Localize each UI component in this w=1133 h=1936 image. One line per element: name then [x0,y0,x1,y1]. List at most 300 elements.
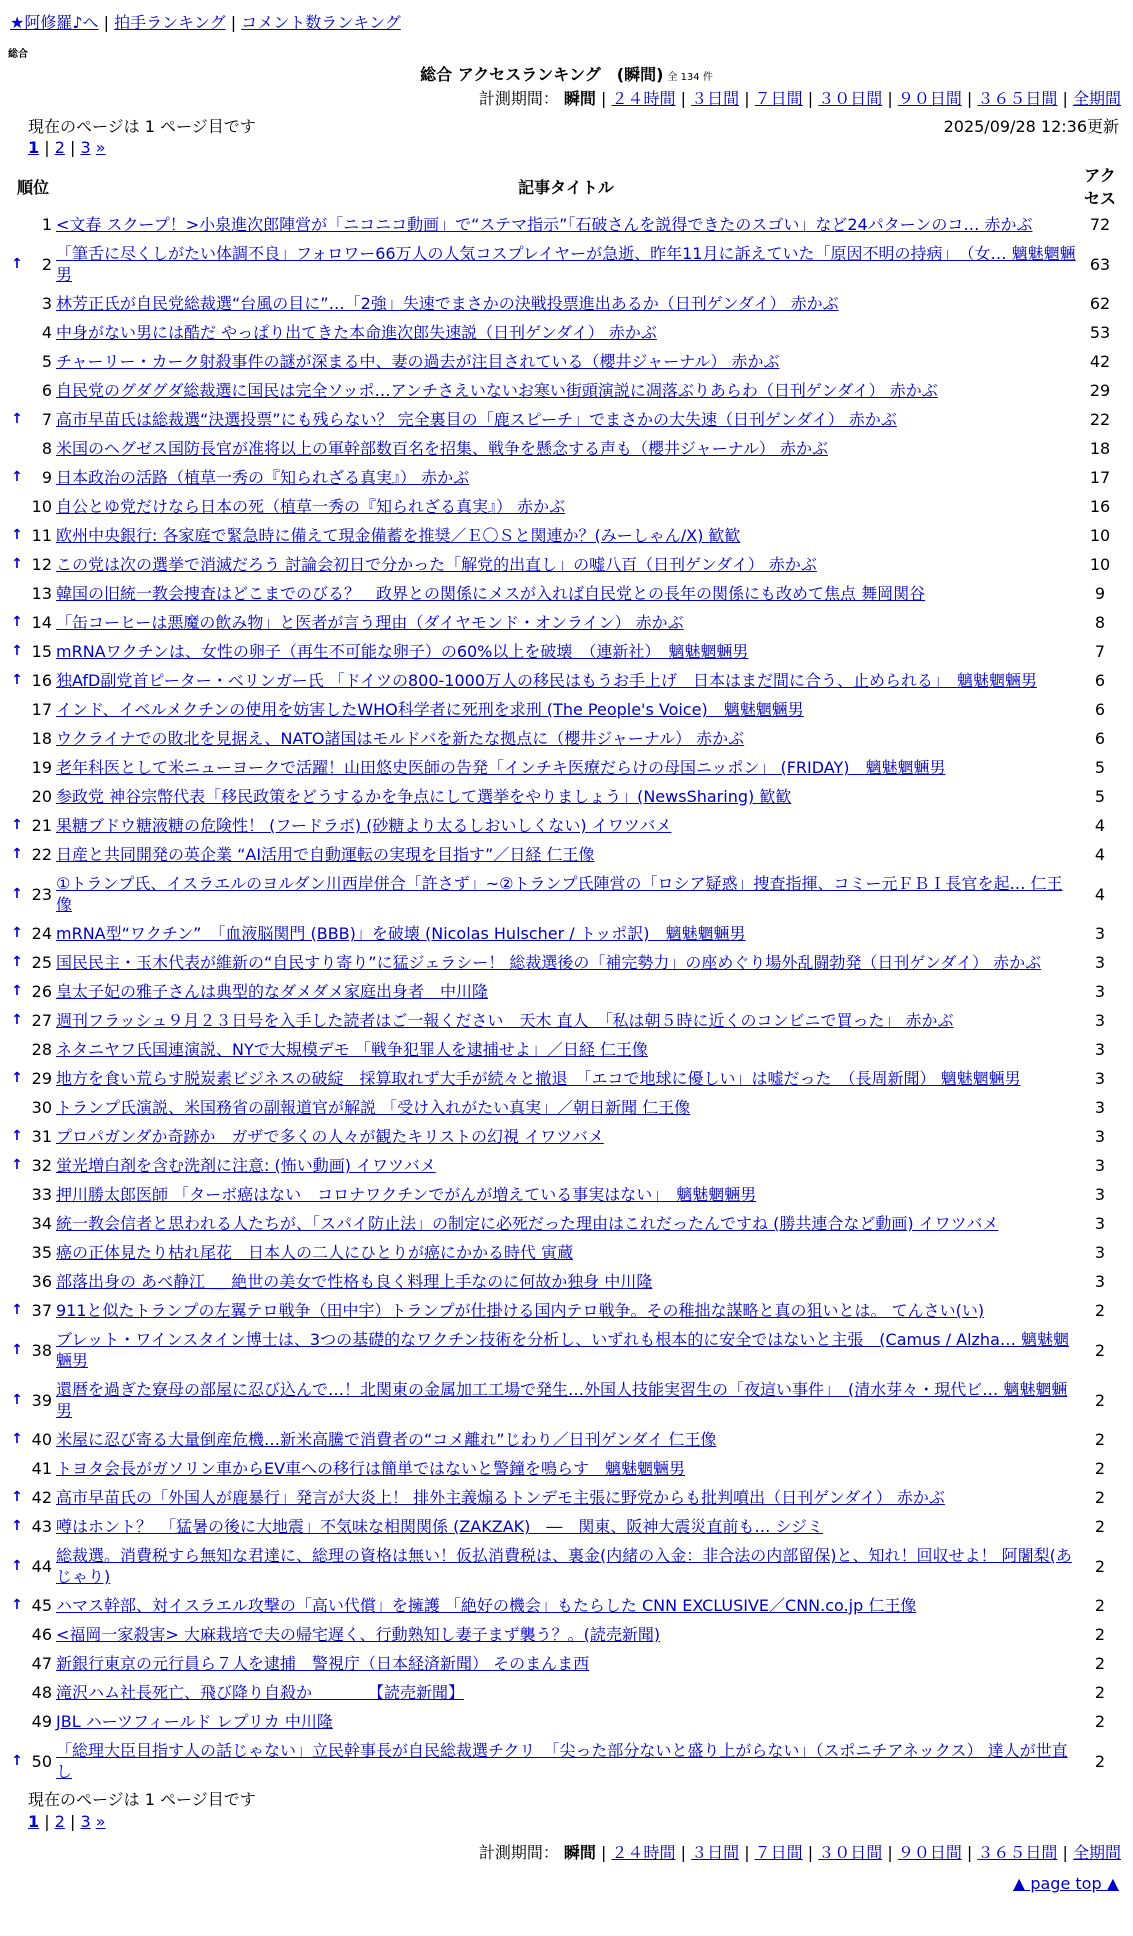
article-title-cell [56,1267,1076,1296]
article-title-cell [56,637,1076,666]
article-title-cell [56,1238,1076,1267]
table-row [10,782,1124,811]
period-option-link[interactable]: ３６５日間 [977,1843,1058,1862]
article-link[interactable]: 米国のヘグゼス国防長官が准将以上の軍幹部数百名を招集、戦争を懸念する声も（櫻井ジャーナル） 赤かぶ [56,439,828,458]
separator: | [1057,1843,1073,1862]
article-link[interactable]: トランプ氏演説、米国務省の副報道官が解説 「受け入れがたい真実」／朝日新聞 仁王像 [56,1098,691,1117]
rank-number: 14 [31,613,52,632]
access-count: 3 [1094,924,1106,943]
article-link[interactable]: 国民民主・玉木代表が維新の“自民すり寄り”に猛ジェラシー！ 総裁選後の「補完勢力」の座めぐり場外乱闘勃発（日刊ゲンダイ） 赤かぶ [56,953,1042,972]
separator: | [739,89,755,108]
article-link[interactable]: 皇太子妃の雅子さんは典型的なダメダメ家庭出身者 中川隆 [56,982,489,1001]
article-link[interactable]: チャーリー・カーク射殺事件の謎が深まる中、妻の過去が注目されている（櫻井ジャーナル） 赤かぶ [56,352,780,371]
rank-up-icon [10,347,24,376]
table-row [10,919,1124,948]
table-row [10,405,1124,434]
rank-number: 38 [31,1340,52,1360]
rank-up-icon: ↑ [11,954,23,970]
article-title-cell [56,977,1076,1006]
page-link-current[interactable]: 1 [28,138,40,157]
table-row [10,1541,1124,1591]
access-count: 2 [1094,1340,1106,1360]
table-row [10,1151,1124,1180]
separator: | [961,1843,978,1862]
next-page-link[interactable]: » [95,138,106,157]
rank-number: 10 [31,497,52,516]
table-row [10,1064,1124,1093]
top-nav [10,10,401,33]
table-row [10,1736,1124,1786]
rank-up-icon [10,1678,24,1707]
table-row [10,318,1124,347]
period-current: 瞬間 [563,1843,596,1862]
rank-number: 1 [41,215,52,234]
access-count: 3 [1094,1040,1106,1059]
access-count: 4 [1094,816,1106,835]
table-row [10,1620,1124,1649]
access-count: 17 [1089,468,1111,487]
article-title-cell [56,1006,1076,1035]
period-option-link[interactable]: ３日間 [691,89,740,108]
table-row [10,1122,1124,1151]
page-top-link[interactable]: ▲ page top ▲ [1012,1874,1119,1893]
rank-number: 47 [31,1654,52,1673]
rank-up-icon [10,1093,24,1122]
next-page-link[interactable]: » [95,1812,106,1831]
rank-up-icon: ↑ [11,817,23,833]
article-title-cell [56,347,1076,376]
rank-number: 30 [31,1098,52,1117]
article-link[interactable]: 滝沢ハム社長死亡、飛び降り自殺か 【読売新聞】 [56,1683,465,1702]
clap-ranking-link[interactable]: 拍手ランキング [114,13,226,32]
access-count: 2 [1094,1517,1106,1536]
access-count: 29 [1089,381,1111,400]
rank-number: 32 [31,1156,52,1175]
access-header: アクセス [1083,166,1116,208]
article-link[interactable]: 自公とゆ党だけなら日本の死（植草一秀の『知られざる真実』） 赤かぶ [56,497,566,516]
table-row [10,347,1124,376]
access-count: 72 [1089,215,1111,234]
article-link[interactable]: ウクライナでの敗北を見据え、NATO諸国はモルドバを新たな拠点に（櫻井ジャーナル） 赤かぶ [56,729,745,748]
rank-number: 4 [41,323,52,342]
period-selector-bottom [479,1840,1121,1863]
rank-up-icon: ↑ [11,1302,23,1318]
article-link[interactable]: 統一教会信者と思われる人たちが、「スパイ防止法」の制定に必死だった理由はこれだったんですね (勝共連合など動画) イワツバメ [56,1214,999,1233]
rank-up-icon: ↑ [11,1597,23,1613]
access-count: 2 [1094,1683,1106,1702]
article-link[interactable]: 老年科医として米ニューヨークで活躍！山田悠史医師の告発「インチキ医療だらけの母国ニッポン」 (FRIDAY) 魑魅魍魎男 [56,758,946,777]
rank-up-icon [10,1707,24,1736]
access-count: 2 [1094,1596,1106,1615]
access-count: 18 [1089,439,1111,458]
rank-up-icon [10,1209,24,1238]
separator: | [103,13,115,32]
ranking-rows [10,210,1124,1786]
article-link[interactable]: 部落出身の あべ静江 ＿ 絶世の美女で性格も良く料理上手なのに何故か独身 中川隆 [56,1272,653,1291]
access-count: 4 [1094,884,1106,904]
article-title-cell [56,1122,1076,1151]
article-link[interactable]: この党は次の選挙で消滅だろう 討論会初日で分かった「解党的出直し」の嘘八百（日刊ゲンダイ） 赤かぶ [56,555,817,574]
access-count: 3 [1094,1272,1106,1291]
article-link[interactable]: ネタニヤフ氏国連演説、NYで大規模デモ 「戦争犯罪人を逮捕せよ」／日経 仁王像 [56,1040,648,1059]
article-title-cell [56,1064,1076,1093]
article-link[interactable]: ハマス幹部、対イスラエル攻撃の「高い代償」を擁護 「絶好の機会」もたらした CNN EXCLUSIVE／CNN.co.jp 仁王像 [56,1596,917,1615]
period-option-link[interactable]: ３０日間 [818,89,883,108]
period-option-link[interactable]: ２４時間 [611,1843,676,1862]
article-link[interactable]: mRNAワクチンは、女性の卵子（再生不可能な卵子）の60%以上を破壊 （連新社） 魑魅魍魎男 [56,642,749,661]
table-row [10,1006,1124,1035]
article-link[interactable]: 参政党 神谷宗幣代表「移民政策をどうするかを争点にして選挙をやりましょう」(NewsSharing) 歓歓 [56,787,792,806]
separator: | [601,89,612,108]
article-link[interactable]: 癌の正体見たり枯れ尾花 日本人の二人にひとりが癌にかかる時代 寅蔵 [56,1243,574,1262]
article-link[interactable]: 総裁選。消費税すら無知な君達に、総理の資格は無い！仮払消費税は、裏金(内緒の入金：非合法の内部留保)と、知れ！回収せよ！ 阿闍梨(あじゃり) [56,1546,1072,1586]
access-count: 10 [1089,526,1111,545]
period-option-link[interactable]: ３日間 [691,1843,740,1862]
article-title-cell [56,289,1076,318]
article-title-cell [56,376,1076,405]
article-title-cell [56,1454,1076,1483]
period-current: 瞬間 [563,89,596,108]
rank-up-icon: ↑ [11,556,23,572]
access-count: 2 [1094,1751,1106,1771]
rank-number: 21 [31,816,52,835]
rank-number: 41 [31,1459,52,1478]
access-count: 9 [1094,584,1106,603]
separator: | [601,1843,612,1862]
access-count: 6 [1094,729,1106,748]
separator: | [802,1843,819,1862]
access-count: 5 [1094,787,1106,806]
table-row [10,811,1124,840]
article-title-cell [56,1093,1076,1122]
article-link[interactable]: JBL ハーツフィールド レプリカ 中川隆 [56,1712,333,1731]
rank-up-icon: ↑ [11,1070,23,1086]
article-title-cell [56,1296,1076,1325]
rank-up-icon: ↑ [11,1752,23,1769]
article-title-cell [56,948,1076,977]
period-option-link[interactable]: ７日間 [754,89,803,108]
table-row [10,1325,1124,1375]
table-row [10,1267,1124,1296]
access-count: 2 [1094,1712,1106,1731]
access-count: 16 [1089,497,1111,516]
page-link-3[interactable]: 3 [80,138,91,157]
article-title-cell [56,463,1076,492]
article-link[interactable]: ブレット・ワインスタイン博士は、3つの基礎的なワクチン技術を分析し、いずれも根本的に安全ではないと主張 (Camus / Alzha… 魑魅魍魎男 [56,1330,1069,1370]
access-count: 2 [1094,1390,1106,1410]
table-row [10,289,1124,318]
access-count: 2 [1094,1556,1106,1576]
table-row [10,492,1124,521]
table-row [10,695,1124,724]
article-title-cell [56,318,1076,347]
table-row [10,1035,1124,1064]
article-title-cell [56,840,1076,869]
article-title-cell [56,1620,1076,1649]
article-link[interactable]: プロパガンダか奇跡か ガザで多くの人々が観たキリストの幻視 イワツバメ [56,1127,604,1146]
article-link[interactable]: mRNA型“ワクチン” 「血液脳関門 (BBB)」を破壊 (Nicolas Hulscher / トッポ訳) 魑魅魍魎男 [56,924,746,943]
article-link[interactable]: 還暦を過ぎた寮母の部屋に忍び込んで…！北関東の金属加工工場で発生…外国人技能実習生の「夜這い事件」 (清水芽々・現代ビ… 魑魅魍魎男 [56,1380,1068,1420]
rank-up-icon [10,753,24,782]
rank-up-icon: ↑ [11,885,23,902]
article-link[interactable]: 果糖ブドウ糖液糖の危険性！ (フードラボ) (砂糖より太るしおいしくない) イワツバメ [56,816,672,835]
table-row [10,1512,1124,1541]
article-title-cell [56,579,1076,608]
period-option-link[interactable]: 全期間 [1072,89,1121,108]
rank-number: 12 [31,555,52,574]
access-count: 3 [1094,1069,1106,1088]
access-count: 5 [1094,758,1106,777]
table-row [10,1591,1124,1620]
table-row [10,521,1124,550]
article-title-cell [56,1035,1076,1064]
article-link[interactable]: 中身がない男には酷だ やっぱり出てきた本命進次郎失速説（日刊ゲンダイ） 赤かぶ [56,323,657,342]
article-title-cell [56,869,1076,919]
article-title-cell [56,724,1076,753]
rank-up-icon: ↑ [11,1557,23,1574]
rank-number: 19 [31,758,52,777]
access-count: 2 [1094,1301,1106,1320]
rank-up-icon [10,1180,24,1209]
access-count: 3 [1094,1156,1106,1175]
access-count: 3 [1094,1185,1106,1204]
access-count: 2 [1094,1430,1106,1449]
rank-up-icon: ↑ [11,255,23,272]
period-option-link[interactable]: ３０日間 [818,1843,883,1862]
separator: | [961,89,978,108]
rank-up-icon [10,1238,24,1267]
rank-number: 39 [31,1390,52,1410]
table-row [10,1454,1124,1483]
rank-up-icon: ↑ [11,411,23,427]
rank-up-icon [10,782,24,811]
article-link[interactable]: 独AfD副党首ピーター・ベリンガー氏 「ドイツの800-1000万人の移民はもうお手上げ 日本はまだ間に合う、止められる」 魑魅魍魎男 [56,671,1038,690]
rank-number: 28 [31,1040,52,1059]
page-link-2[interactable]: 2 [54,1812,65,1831]
article-link[interactable]: インド、イベルメクチンの使用を妨害したWHO科学者に死刑を求刑 (The People's Voice) 魑魅魍魎男 [56,700,804,719]
article-link[interactable]: 自民党のグダグダ総裁選に国民は完全ソッポ…アンチさえいないお寒い街頭演説に凋落ぶりあらわ（日刊ゲンダイ） 赤かぶ [56,381,938,400]
article-link[interactable]: 「筆舌に尽くしがたい体調不良」フォロワー66万人の人気コスプレイヤーが急逝、昨年11月に訴えていた「原因不明の持病」 （女… 魑魅魍魎男 [56,244,1076,284]
article-title-cell [56,405,1076,434]
separator: | [1057,89,1073,108]
updated-time: 2025/09/28 12:36更新 [943,117,1119,136]
article-title-cell [56,666,1076,695]
rank-number: 49 [31,1712,52,1731]
table-row [10,376,1124,405]
article-title-cell [56,782,1076,811]
access-count: 63 [1089,254,1111,274]
rank-number: 22 [31,845,52,864]
article-link[interactable]: 日産と共同開発の英企業 “AI活用で自動運転の実現を目指す”／日経 仁王像 [56,845,595,864]
period-option-link[interactable]: ７日間 [754,1843,803,1862]
separator: | [802,89,819,108]
separator: | [675,1843,692,1862]
article-link[interactable]: 韓国の旧統一教会捜査はどこまでのびる？ 政界との関係にメスが入れば自民党との長年の関係にも改めて焦点 舞岡関谷 [56,584,926,603]
rank-number: 17 [31,700,52,719]
table-row [10,550,1124,579]
period-option-link[interactable]: ３６５日間 [977,89,1058,108]
rank-up-icon: ↑ [11,1391,23,1408]
access-count: 7 [1094,642,1106,661]
rank-up-icon: ↑ [11,846,23,862]
article-title-cell [56,550,1076,579]
article-title-cell [56,1425,1076,1454]
article-link[interactable]: 「缶コーヒーは悪魔の飲み物」と医者が言う理由（ダイヤモンド・オンライン） 赤かぶ [56,613,684,632]
separator: | [882,89,898,108]
access-count: 42 [1089,352,1111,371]
access-count: 6 [1094,700,1106,719]
rank-up-icon: ↑ [11,983,23,999]
article-title-cell [56,1512,1076,1541]
rank-number: 34 [31,1214,52,1233]
rank-number: 40 [31,1430,52,1449]
access-count: 4 [1094,845,1106,864]
article-link[interactable]: 高市早苗氏の「外国人が鹿暴行」発言が大炎上！ 排外主義煽るトンデモ主張に野党からも批判噴出（日刊ゲンダイ） 赤かぶ [56,1488,945,1507]
article-link[interactable]: 林芳正氏が自民党総裁選“台風の目に”…「2強」失速でまさかの決戦投票進出あるか（日刊ゲンダイ） 赤かぶ [56,294,839,313]
table-row [10,1483,1124,1512]
access-count: 3 [1094,1098,1106,1117]
rank-number: 6 [41,381,52,400]
rank-number: 11 [31,526,52,545]
page-link-current[interactable]: 1 [28,1812,40,1831]
page-link-3[interactable]: 3 [80,1812,91,1831]
access-count: 2 [1094,1488,1106,1507]
rank-up-icon [10,434,24,463]
rank-number: 24 [31,924,52,943]
rank-up-icon: ↑ [11,925,23,941]
article-link[interactable]: ①トランプ氏、イスラエルのヨルダン川西岸併合「許さず」~②トランプ氏陣営の「ロシア疑惑」捜査指揮、コミー元ＦＢＩ長官を起… 仁王像 [56,874,1063,914]
period-label: 計測期間： [478,1843,559,1862]
article-title-cell [56,1180,1076,1209]
article-link[interactable]: <文春 スクープ！>小泉進次郎陣営が「ニコニコ動画」で“ステマ指示”「石破さんを説得できたのスゴい」など24パターンのコ… 赤かぶ [56,215,1033,234]
table-row [10,210,1124,239]
article-title-cell [56,1678,1076,1707]
table-row [10,1180,1124,1209]
rank-up-icon: ↑ [11,614,23,630]
access-count: 3 [1094,982,1106,1001]
article-title-cell [56,1209,1076,1238]
rank-number: 5 [41,352,52,371]
article-link[interactable]: 高市早苗氏は総裁選“決選投票”にも残らない？ 完全裏目の「鹿スピーチ」でまさかの大失速（日刊ゲンダイ） 赤かぶ [56,410,897,429]
rank-number: 16 [31,671,52,690]
article-link[interactable]: 地方を食い荒らす脱炭素ビジネスの破綻 採算取れず大手が続々と撤退 「エコで地球に優しい」は嘘だった （長周新聞） 魑魅魍魎男 [56,1069,1021,1088]
access-count: 10 [1089,555,1111,574]
rank-up-icon [10,1035,24,1064]
article-link[interactable]: 押川勝太郎医師 「ターボ癌はない コロナワクチンでがんが増えている事実はない」 魑魅魍魎男 [56,1185,757,1204]
home-link[interactable]: ★阿修羅♪へ [10,13,99,32]
access-count: 2 [1094,1459,1106,1478]
table-row [10,840,1124,869]
rank-up-icon [10,1620,24,1649]
rank-number: 26 [31,982,52,1001]
access-count: 62 [1089,294,1111,313]
article-link[interactable]: <福岡一家殺害> 大麻栽培で夫の帰宅遅く、行動熟知し妻子まず襲う？。(読売新聞) [56,1625,661,1644]
rank-number: 46 [31,1625,52,1644]
period-option-link[interactable]: ２４時間 [611,89,676,108]
access-count: 2 [1094,1654,1106,1673]
ranking-heading [0,62,1133,85]
article-link[interactable]: 欧州中央銀行: 各家庭で緊急時に備えて現金備蓄を推奨／Ｅ〇Ｓと関連か？(みーしゃん/X) 歓歓 [56,526,741,545]
table-row [10,1649,1124,1678]
article-link[interactable]: トヨタ会長がガソリン車からEV車への移行は簡単ではないと警鐘を鳴らす 魑魅魍魎男 [56,1459,686,1478]
article-link[interactable]: 噂はホント？ 「猛暑の後に大地震」不気味な相関関係 (ZAKZAK) ― 関東、阪神大震災直前も… シジミ [56,1517,824,1536]
article-link[interactable]: 「総理大臣目指す人の話じゃない」立民幹事長が自民総裁選チクリ 「尖った部分ないと盛り上がらない」（スポニチアネックス） 達人が世直し [56,1741,1068,1781]
article-title-cell [56,434,1076,463]
rank-number: 7 [41,410,52,429]
article-link[interactable]: 日本政治の活路（植草一秀の『知られざる真実』） 赤かぶ [56,468,470,487]
rank-number: 31 [31,1127,52,1146]
article-title-cell [56,1649,1076,1678]
access-count: 3 [1094,1127,1106,1146]
rank-up-icon: ↑ [11,527,23,543]
access-count: 2 [1094,1625,1106,1644]
article-link[interactable]: 蛍光増白剤を含む洗剤に注意: (怖い動画) イワツバメ [56,1156,436,1175]
section-label: 総合 [8,49,28,60]
page-info-top: 現在のページは 1 ページ目です [28,117,256,136]
period-selector-top [479,86,1121,109]
rank-header: 順位 [16,177,49,197]
table-row [10,1238,1124,1267]
rank-number: 8 [41,439,52,458]
rank-number: 25 [31,953,52,972]
rank-up-icon: ↑ [11,1431,23,1447]
table-row [10,1296,1124,1325]
table-row [10,1375,1124,1425]
rank-number: 48 [31,1683,52,1702]
rank-number: 29 [31,1069,52,1088]
article-title-cell [56,1591,1076,1620]
article-title-cell [56,1707,1076,1736]
article-title-cell [56,1325,1076,1375]
page-link-2[interactable]: 2 [54,138,65,157]
rank-number: 2 [41,254,52,274]
article-link[interactable]: 新銀行東京の元行員ら７人を逮捕 警視庁（日本経済新聞） そのまんま西 [56,1654,590,1673]
rank-up-icon [10,695,24,724]
period-option-link[interactable]: ９０日間 [897,1843,962,1862]
rank-up-icon [10,579,24,608]
article-link[interactable]: 911と似たトランプの左翼テロ戦争（田中宇）トランプが仕掛ける国内テロ戦争。その稚拙な謀略と真の狙いとは。 てんさい(い) [56,1301,985,1320]
access-count: 3 [1094,1214,1106,1233]
article-link[interactable]: 米屋に忍び寄る大量倒産危機…新米高騰で消費者の“コメ離れ”じわり／日刊ゲンダイ 仁王像 [56,1430,717,1449]
rank-up-icon [10,318,24,347]
table-row [10,579,1124,608]
period-option-link[interactable]: ９０日間 [897,89,962,108]
table-row [10,1678,1124,1707]
article-title-cell [56,1375,1076,1425]
rank-number: 44 [31,1556,52,1576]
table-row [10,724,1124,753]
period-option-link[interactable]: 全期間 [1072,1843,1121,1862]
article-title-cell [56,608,1076,637]
table-header-row [10,162,1124,210]
title-header: 記事タイトル [518,177,614,197]
rank-up-icon [10,492,24,521]
rank-up-icon [10,1454,24,1483]
rank-number: 13 [31,584,52,603]
pager-bottom: 1 | 2 | 3 » [28,1812,106,1831]
rank-up-icon [10,376,24,405]
rank-up-icon [10,210,24,239]
article-title-cell [56,1151,1076,1180]
article-title-cell [56,919,1076,948]
table-row [10,666,1124,695]
article-title-cell [56,210,1076,239]
table-row [10,869,1124,919]
comment-ranking-link[interactable]: コメント数ランキング [241,13,401,32]
article-link[interactable]: 週刊フラッシュ９月２３日号を入手した読者はご一報ください 天木 直人 「私は朝５時に近くのコンビニで買った」 赤かぶ [56,1011,954,1030]
rank-number: 37 [31,1301,52,1320]
article-title-cell [56,1541,1076,1591]
